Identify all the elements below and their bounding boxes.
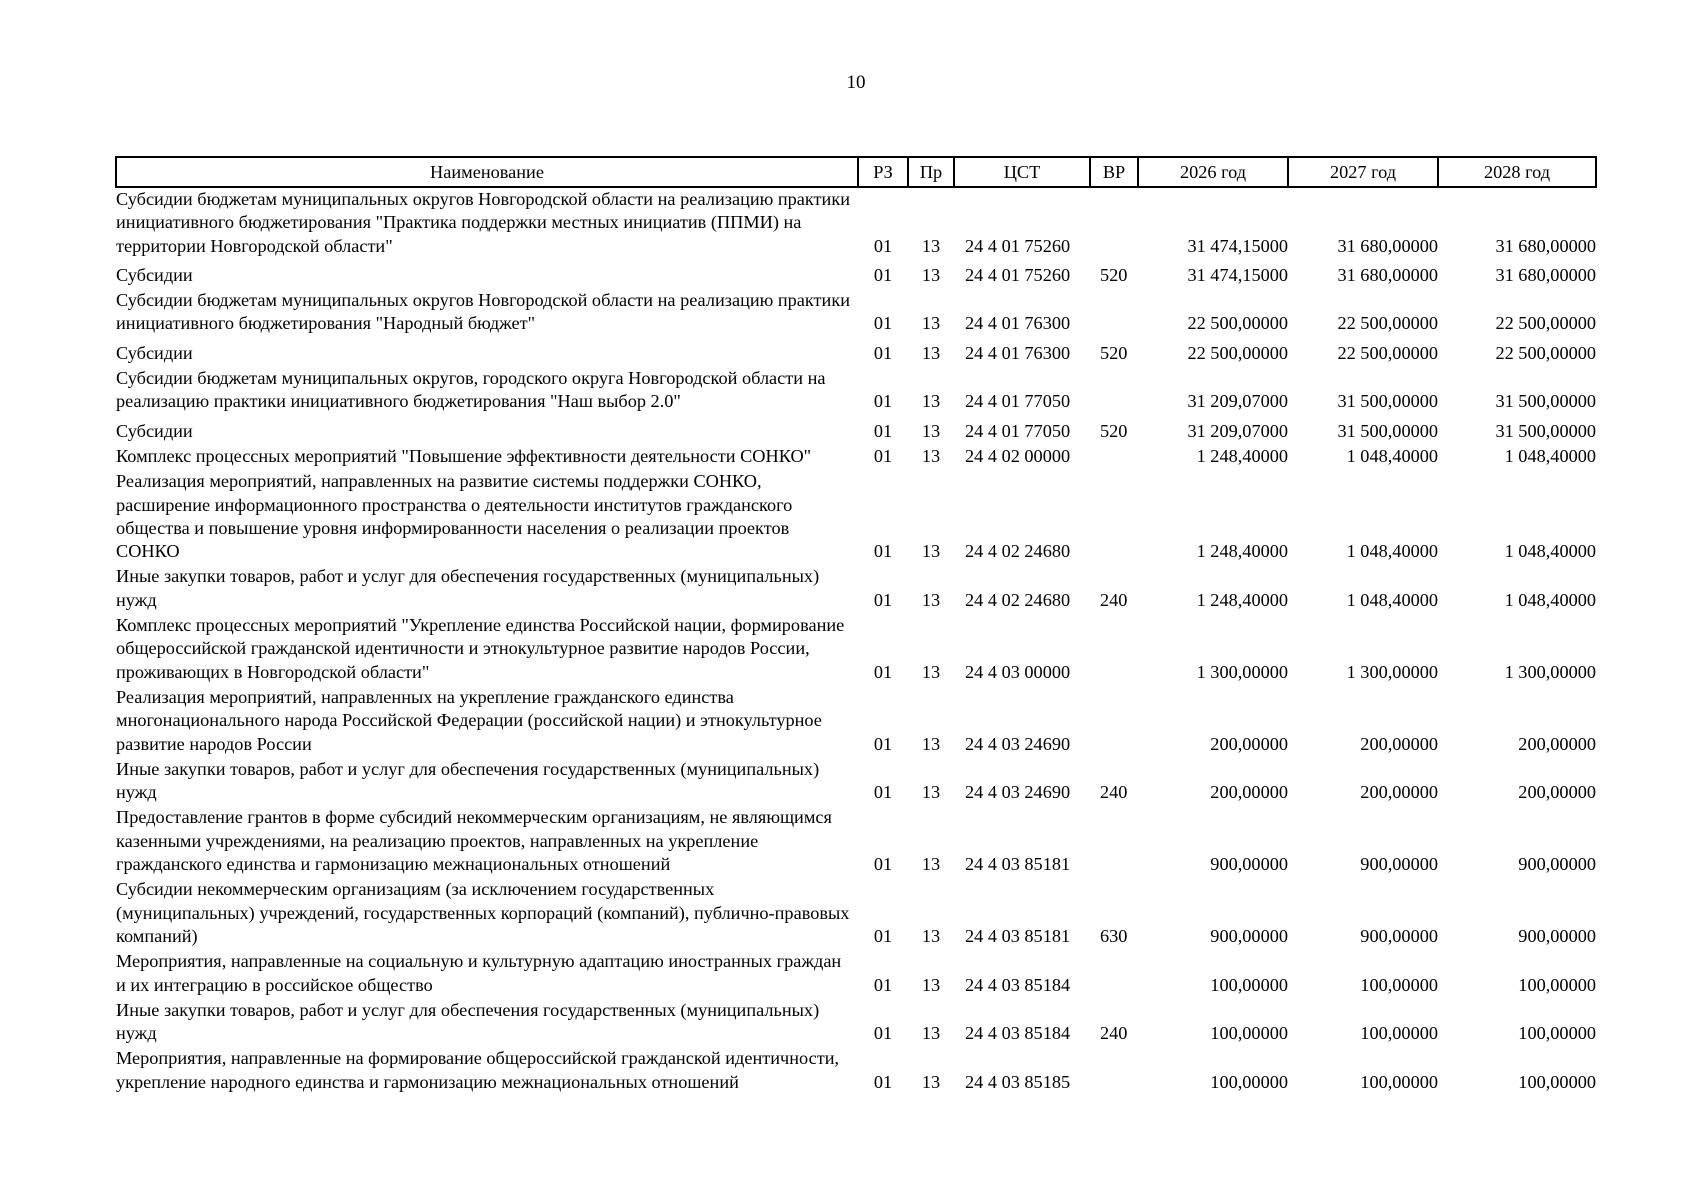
- header-vr: ВР: [1090, 157, 1138, 187]
- table-header-row: [116, 157, 1596, 187]
- row-2027: 31 500,00000: [1337, 391, 1438, 412]
- row-2026: 200,00000: [1210, 733, 1288, 754]
- row-name: Мероприятия, направленные на социальную и культурную адаптацию иностранных граждан и их интеграцию в российское общество: [116, 951, 842, 995]
- row-cst: 24 4 03 85184: [965, 1023, 1071, 1044]
- row-2027: 100,00000: [1360, 1023, 1438, 1044]
- row-rz: 01: [873, 733, 893, 754]
- table-row: [116, 338, 1596, 367]
- row-cst: 24 4 02 24680: [965, 541, 1071, 562]
- row-vr: [1090, 950, 1138, 999]
- row-pr: 13: [921, 974, 941, 995]
- row-2028: 1 048,40000: [1504, 445, 1596, 466]
- row-cst: 24 4 01 76300: [965, 313, 1071, 334]
- row-pr: 13: [921, 264, 941, 285]
- row-cst: 24 4 03 24690: [965, 782, 1071, 803]
- row-2026: 22 500,00000: [1187, 342, 1288, 363]
- row-cst: 24 4 03 85185: [965, 1071, 1071, 1092]
- row-rz: 01: [873, 541, 893, 562]
- row-vr: 520: [1100, 264, 1128, 285]
- row-pr: 13: [921, 925, 941, 946]
- row-name: Реализация мероприятий, направленных на укрепление гражданского единства многонационального народа Российской Федерации (российской нации) и этнокультурное развитие народов России: [116, 686, 822, 754]
- row-rz: 01: [873, 342, 893, 363]
- row-2027: 900,00000: [1360, 854, 1438, 875]
- row-2028: 200,00000: [1518, 782, 1596, 803]
- header-2027: 2027 год: [1288, 157, 1438, 187]
- row-name: Субсидии бюджетам муниципальных округов, городского округа Новгородской области на реализацию практики инициативного бюджетирования "Наш выбор 2.0": [116, 368, 826, 412]
- row-2028: 31 680,00000: [1495, 235, 1596, 256]
- row-name: Субсидии бюджетам муниципальных округов Новгородской области на реализацию практики инициативного бюджетирования "Народный бюджет": [116, 290, 850, 334]
- row-pr: 13: [921, 589, 941, 610]
- table-row: [116, 1047, 1596, 1096]
- row-cst: 24 4 03 00000: [965, 661, 1071, 682]
- table-row: [116, 806, 1596, 878]
- row-cst: 24 4 03 85181: [965, 925, 1071, 946]
- row-cst: 24 4 01 75260: [965, 264, 1071, 285]
- row-2026: 100,00000: [1210, 1071, 1288, 1092]
- row-2028: 22 500,00000: [1495, 342, 1596, 363]
- row-2027: 1 048,40000: [1346, 589, 1438, 610]
- row-2026: 22 500,00000: [1187, 313, 1288, 334]
- row-2028: 1 048,40000: [1504, 589, 1596, 610]
- table-row: [116, 187, 1596, 260]
- row-name: Субсидии бюджетам муниципальных округов Новгородской области на реализацию практики инициативного бюджетирования "Практика поддержки местных инициатив (ППМИ) на территории Новгородской области": [116, 189, 850, 256]
- row-2026: 100,00000: [1210, 974, 1288, 995]
- table-row: [116, 445, 1596, 470]
- page-number: 10: [846, 72, 866, 93]
- row-2028: 1 300,00000: [1504, 661, 1596, 682]
- header-pr: Пр: [908, 157, 954, 187]
- row-2026: 1 300,00000: [1196, 661, 1288, 682]
- row-name: Иные закупки товаров, работ и услуг для обеспечения государственных (муниципальных) нужд: [116, 999, 820, 1044]
- row-2028: 31 500,00000: [1495, 391, 1596, 412]
- row-name: Мероприятия, направленные на формирование общероссийской гражданской идентичности, укрепление народного единства и гармонизацию межнациональных отношений: [116, 1048, 840, 1092]
- row-vr: 240: [1100, 589, 1128, 610]
- row-vr: 520: [1100, 342, 1128, 363]
- header-rz: РЗ: [858, 157, 908, 187]
- row-2027: 200,00000: [1360, 733, 1438, 754]
- row-pr: 13: [921, 1071, 941, 1092]
- header-2028: 2028 год: [1438, 157, 1596, 187]
- table-row: [116, 367, 1596, 416]
- row-2028: 31 680,00000: [1495, 264, 1596, 285]
- row-cst: 24 4 03 85181: [965, 854, 1071, 875]
- row-vr: [1090, 187, 1138, 260]
- row-2026: 31 209,07000: [1187, 391, 1288, 412]
- row-2027: 22 500,00000: [1337, 342, 1438, 363]
- row-2027: 1 048,40000: [1346, 541, 1438, 562]
- row-2026: 1 248,40000: [1196, 541, 1288, 562]
- table-row: [116, 416, 1596, 445]
- table-row: [116, 950, 1596, 999]
- row-rz: 01: [873, 235, 893, 256]
- row-cst: 24 4 03 85184: [965, 974, 1071, 995]
- row-2026: 900,00000: [1210, 854, 1288, 875]
- row-cst: 24 4 03 24690: [965, 733, 1071, 754]
- row-vr: [1090, 614, 1138, 686]
- row-rz: 01: [873, 1023, 893, 1044]
- row-2027: 100,00000: [1360, 1071, 1438, 1092]
- row-rz: 01: [873, 974, 893, 995]
- table-row: [116, 878, 1596, 950]
- row-vr: [1090, 1047, 1138, 1096]
- row-vr: [1090, 686, 1138, 758]
- row-vr: 240: [1100, 782, 1128, 803]
- row-2027: 1 300,00000: [1346, 661, 1438, 682]
- table-row: [116, 614, 1596, 686]
- row-2027: 31 680,00000: [1337, 264, 1438, 285]
- row-2027: 31 500,00000: [1337, 420, 1438, 441]
- row-2028: 900,00000: [1518, 925, 1596, 946]
- row-name: Предоставление грантов в форме субсидий некоммерческим организациям, не являющимся казенными учреждениями, на реализацию проектов, направленных на укрепление гражданского единства и гармонизацию межнациональных отношений: [116, 807, 832, 875]
- table-row: [116, 289, 1596, 338]
- row-2027: 900,00000: [1360, 925, 1438, 946]
- row-rz: 01: [873, 925, 893, 946]
- row-cst: 24 4 01 77050: [965, 420, 1071, 441]
- row-2027: 100,00000: [1360, 974, 1438, 995]
- row-rz: 01: [873, 264, 893, 285]
- table-row: [116, 758, 1596, 807]
- table-body: [116, 187, 1596, 1096]
- table-row: [116, 260, 1596, 289]
- row-cst: 24 4 02 24680: [965, 589, 1071, 610]
- row-vr: [1090, 806, 1138, 878]
- row-rz: 01: [873, 782, 893, 803]
- row-2028: 22 500,00000: [1495, 313, 1596, 334]
- row-pr: 13: [921, 391, 941, 412]
- row-pr: 13: [921, 782, 941, 803]
- row-vr: [1090, 367, 1138, 416]
- row-name: Реализация мероприятий, направленных на развитие системы поддержки СОНКО, расширение информационного пространства о деятельности институтов гражданского общества и повышение уровня информированности населения о реализации проектов СОНКО: [116, 471, 793, 562]
- header-2026: 2026 год: [1138, 157, 1288, 187]
- row-name: Комплекс процессных мероприятий "Укрепление единства Российской нации, формирование общероссийской гражданской идентичности и этнокультурное развитие народов России, проживающих в Новгородской области": [116, 615, 845, 682]
- row-vr: 630: [1100, 925, 1128, 946]
- row-rz: 01: [873, 420, 893, 441]
- budget-table: [115, 156, 1597, 1096]
- row-2027: 22 500,00000: [1337, 313, 1438, 334]
- row-2027: 200,00000: [1360, 782, 1438, 803]
- row-2026: 31 474,15000: [1187, 235, 1288, 256]
- row-2026: 31 474,15000: [1187, 264, 1288, 285]
- row-vr: [1090, 289, 1138, 338]
- row-pr: 13: [921, 313, 941, 334]
- header-cst: ЦСТ: [954, 157, 1090, 187]
- row-name: Субсидии: [116, 420, 193, 441]
- row-name: Иные закупки товаров, работ и услуг для обеспечения государственных (муниципальных) нужд: [116, 566, 820, 610]
- row-name: Субсидии: [116, 342, 193, 363]
- row-2028: 100,00000: [1518, 974, 1596, 995]
- row-rz: 01: [873, 391, 893, 412]
- row-name: Субсидии: [116, 264, 193, 285]
- row-pr: 13: [921, 420, 941, 441]
- row-cst: 24 4 01 77050: [965, 391, 1071, 412]
- row-cst: 24 4 01 76300: [965, 342, 1071, 363]
- table-row: [116, 999, 1596, 1048]
- row-cst: 24 4 01 75260: [965, 235, 1071, 256]
- table-row: [116, 565, 1596, 614]
- row-2026: 1 248,40000: [1196, 445, 1288, 466]
- row-name: Иные закупки товаров, работ и услуг для обеспечения государственных (муниципальных) нужд: [116, 758, 820, 803]
- row-rz: 01: [873, 661, 893, 682]
- row-rz: 01: [873, 854, 893, 875]
- row-2028: 100,00000: [1518, 1071, 1596, 1092]
- row-pr: 13: [921, 661, 941, 682]
- row-vr: [1090, 470, 1138, 565]
- row-2028: 100,00000: [1518, 1023, 1596, 1044]
- row-2026: 31 209,07000: [1187, 420, 1288, 441]
- row-pr: 13: [921, 235, 941, 256]
- row-rz: 01: [873, 1071, 893, 1092]
- row-2026: 900,00000: [1210, 925, 1288, 946]
- row-vr: [1090, 445, 1138, 470]
- row-rz: 01: [873, 313, 893, 334]
- row-vr: 520: [1100, 420, 1128, 441]
- row-pr: 13: [921, 1023, 941, 1044]
- row-rz: 01: [873, 445, 893, 466]
- row-name: Комплекс процессных мероприятий "Повышение эффективности деятельности СОНКО": [116, 445, 812, 466]
- row-pr: 13: [921, 445, 941, 466]
- row-2026: 1 248,40000: [1196, 589, 1288, 610]
- row-pr: 13: [921, 541, 941, 562]
- row-2027: 31 680,00000: [1337, 235, 1438, 256]
- row-pr: 13: [921, 733, 941, 754]
- row-2027: 1 048,40000: [1346, 445, 1438, 466]
- header-name: Наименование: [116, 157, 858, 187]
- row-pr: 13: [921, 854, 941, 875]
- row-2028: 200,00000: [1518, 733, 1596, 754]
- row-2028: 31 500,00000: [1495, 420, 1596, 441]
- row-2028: 1 048,40000: [1504, 541, 1596, 562]
- row-2028: 900,00000: [1518, 854, 1596, 875]
- row-pr: 13: [921, 342, 941, 363]
- row-2026: 100,00000: [1210, 1023, 1288, 1044]
- table-row: [116, 686, 1596, 758]
- row-cst: 24 4 02 00000: [965, 445, 1071, 466]
- row-vr: 240: [1100, 1023, 1128, 1044]
- row-rz: 01: [873, 589, 893, 610]
- row-2026: 200,00000: [1210, 782, 1288, 803]
- table-row: [116, 470, 1596, 565]
- row-name: Субсидии некоммерческим организациям (за исключением государственных (муниципальных) учреждений, государственных корпораций (компаний), публично-правовых компаний): [116, 879, 850, 946]
